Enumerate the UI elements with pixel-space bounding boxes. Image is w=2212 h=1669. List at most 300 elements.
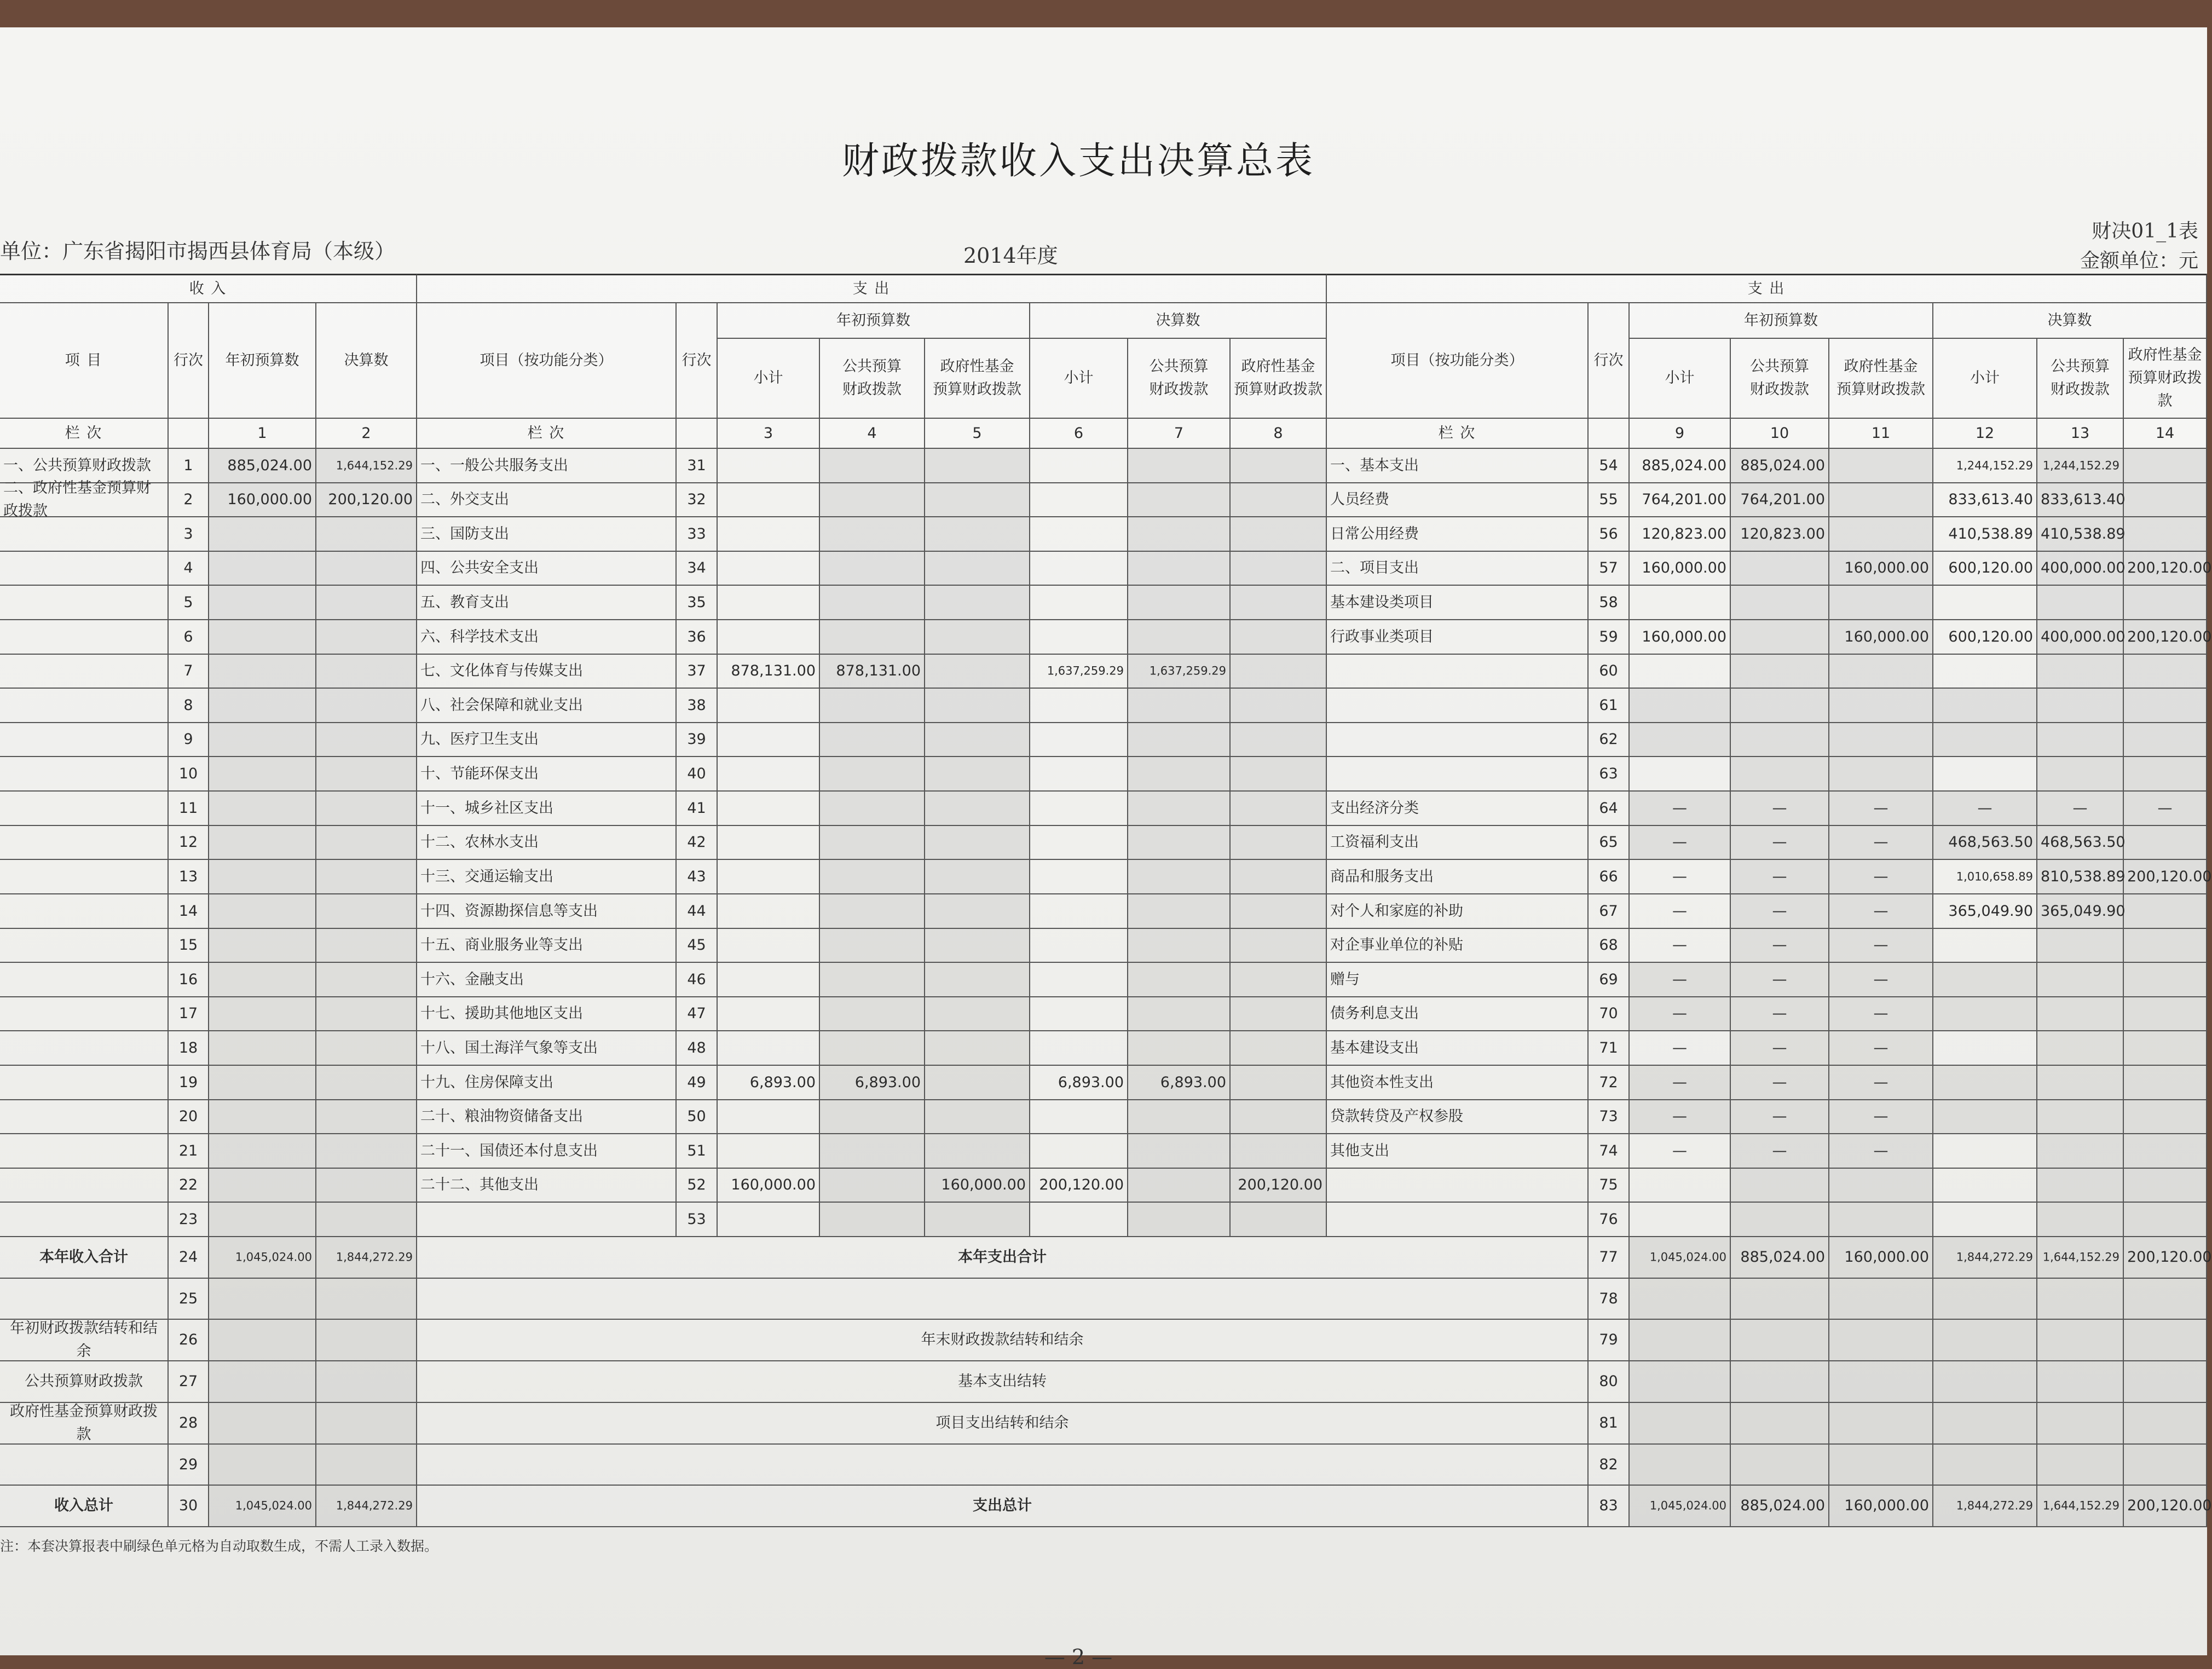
econ-row-number — [1589, 757, 1630, 792]
econ-value-10 — [1731, 894, 1829, 929]
summary-income-row-number — [169, 1279, 209, 1320]
func-value-6 — [1030, 620, 1128, 655]
expense-func-section-header-text: 支 出 — [852, 280, 891, 297]
econ-value-13 — [2037, 655, 2124, 689]
summary-expense-label — [417, 1320, 1589, 1361]
summary-value-14 — [2124, 1320, 2207, 1361]
func-row-number-text: 31 — [687, 457, 706, 474]
econ-value-13 — [2037, 449, 2124, 483]
econ-value-12 — [1933, 517, 2037, 552]
summary-expense-row-number-text: 78 — [1599, 1290, 1618, 1307]
footnote: 注：本套决算报表中刷绿色单元格为自动取数生成，不需人工录入数据。 — [0, 1538, 438, 1554]
summary-income-row-number-text: 24 — [178, 1249, 198, 1266]
summary-value-13 — [2037, 1486, 2124, 1527]
summary-value-12-text: 1,844,272.29 — [1956, 1250, 2033, 1264]
income-row-number — [169, 963, 209, 997]
income-final-value — [316, 483, 417, 517]
func-value-5 — [925, 1203, 1030, 1237]
econ-row-number — [1589, 689, 1630, 723]
summary-value-10 — [1731, 1403, 1829, 1445]
func-row-number-text: 32 — [687, 491, 706, 509]
income-budget-value — [209, 483, 316, 517]
income-row-number — [169, 552, 209, 586]
income-row-number — [169, 1066, 209, 1100]
econ-value-9 — [1630, 894, 1731, 929]
summary-expense-label-text: 基本支出结转 — [958, 1373, 1047, 1390]
summary-value-14 — [2124, 1237, 2212, 1279]
func-row-label-text: 十五、商业服务业等支出 — [420, 937, 583, 954]
income-row-number — [169, 655, 209, 689]
econ-row-number — [1589, 963, 1630, 997]
func-value-3 — [718, 517, 820, 552]
expense-econ-section-header-text: 支 出 — [1747, 280, 1786, 297]
econ-value-11-text: — — [1873, 1039, 1888, 1056]
income-budget-value — [209, 1203, 316, 1237]
col-header-public-budget — [1731, 339, 1829, 419]
func-value-7 — [1128, 792, 1231, 826]
income-row-label — [0, 826, 169, 860]
summary-value-9-text: 1,045,024.00 — [1649, 1499, 1726, 1512]
econ-value-10 — [1731, 860, 1829, 894]
summary-income-label — [0, 1361, 169, 1403]
summary-expense-label-text: 支出总计 — [973, 1497, 1032, 1515]
income-row-label — [0, 689, 169, 723]
econ-value-14 — [2124, 586, 2207, 620]
econ-value-10-text: — — [1772, 1142, 1787, 1159]
func-row-label — [417, 620, 677, 655]
col-header-gov-fund-text: 政府性基金 预算财政拨款 — [2128, 346, 2202, 409]
econ-row-number-text: 54 — [1599, 457, 1618, 474]
summary-value-12 — [1933, 1361, 2037, 1403]
econ-value-13 — [2037, 1169, 2124, 1203]
econ-value-10 — [1731, 1203, 1829, 1237]
income-row-label — [0, 517, 169, 552]
econ-value-14 — [2124, 757, 2207, 792]
func-value-6 — [1030, 1203, 1128, 1237]
econ-row-number-text: 58 — [1599, 593, 1618, 611]
income-budget-value — [209, 655, 316, 689]
econ-value-9-text: — — [1672, 1108, 1687, 1125]
income-row-label — [0, 1203, 169, 1237]
func-value-3 — [718, 620, 820, 655]
func-row-number-text: 35 — [687, 593, 706, 611]
income-row-number — [169, 1134, 209, 1169]
econ-value-9 — [1630, 655, 1731, 689]
econ-value-9 — [1630, 963, 1731, 997]
col-header-row — [1589, 303, 1630, 419]
summary-value-14-text: 200,120.00 — [2127, 1497, 2212, 1515]
econ-value-14 — [2124, 449, 2207, 483]
econ-row-number-text: 67 — [1599, 902, 1618, 920]
econ-value-13-text: 400,000.00 — [2041, 559, 2126, 577]
econ-row-number-text: 64 — [1599, 799, 1618, 817]
econ-row-number — [1589, 792, 1630, 826]
econ-value-13 — [2037, 517, 2124, 552]
expense-func-section-header — [417, 274, 1327, 303]
summary-value-11 — [1829, 1486, 1933, 1527]
econ-value-14 — [2124, 483, 2207, 517]
func-value-8-text: 200,120.00 — [1238, 1176, 1322, 1194]
func-value-4 — [820, 517, 925, 552]
income-final-value — [316, 757, 417, 792]
summary-income-row-number — [169, 1445, 209, 1486]
econ-value-13-text: 365,049.90 — [2041, 902, 2126, 920]
column-number — [718, 419, 820, 449]
summary-income-budget — [209, 1279, 316, 1320]
income-final-value — [316, 689, 417, 723]
func-value-8 — [1231, 586, 1327, 620]
econ-row-label-text: 商品和服务支出 — [1330, 868, 1434, 885]
econ-row-label — [1327, 1203, 1589, 1237]
econ-value-11 — [1829, 517, 1933, 552]
func-value-7 — [1128, 1134, 1231, 1169]
summary-income-row-number — [169, 1486, 209, 1527]
summary-value-11 — [1829, 1403, 1933, 1445]
econ-value-12 — [1933, 586, 2037, 620]
func-value-5 — [925, 1066, 1030, 1100]
column-label-text: 栏 次 — [527, 424, 565, 442]
column-number-text: 10 — [1770, 424, 1789, 442]
summary-expense-row-number — [1589, 1486, 1630, 1527]
income-row-number — [169, 1169, 209, 1203]
income-row-label — [0, 1031, 169, 1066]
income-final-value — [316, 963, 417, 997]
income-budget-value — [209, 792, 316, 826]
econ-value-14-text: 200,120.00 — [2127, 628, 2212, 645]
col-header-item-func — [417, 303, 677, 419]
income-budget-value — [209, 997, 316, 1031]
econ-value-12 — [1933, 826, 2037, 860]
econ-row-number-text: 56 — [1599, 525, 1618, 542]
col-header-budget-init — [1630, 303, 1933, 339]
econ-value-14 — [2124, 1100, 2207, 1134]
econ-value-14 — [2124, 620, 2212, 655]
econ-value-10 — [1731, 1066, 1829, 1100]
income-row-number-text: 3 — [183, 525, 193, 542]
col-header-item-func-text: 项目（按功能分类） — [480, 351, 613, 369]
summary-value-14 — [2124, 1486, 2212, 1527]
econ-value-12-text: 468,563.50 — [1948, 834, 2033, 851]
func-value-4 — [820, 1066, 925, 1100]
func-value-7-text: 6,893.00 — [1160, 1073, 1226, 1091]
summary-income-final-text: 1,844,272.29 — [336, 1499, 413, 1512]
summary-value-12-text: 1,844,272.29 — [1956, 1499, 2033, 1512]
col-header-subtotal — [1630, 339, 1731, 419]
func-value-4-text: 878,131.00 — [836, 662, 921, 680]
summary-value-13 — [2037, 1445, 2124, 1486]
func-row-number-text: 40 — [687, 765, 706, 782]
income-row-number — [169, 1203, 209, 1237]
income-row-number — [169, 620, 209, 655]
col-header-public-budget — [1128, 339, 1231, 419]
summary-value-10-text: 885,024.00 — [1740, 1249, 1825, 1266]
econ-value-11-text: — — [1873, 902, 1888, 920]
func-row-number-text: 34 — [687, 559, 706, 577]
econ-value-13 — [2037, 860, 2124, 894]
summary-income-label-text: 本年收入合计 — [39, 1249, 128, 1266]
col-header-final — [1933, 303, 2207, 339]
econ-value-10 — [1731, 997, 1829, 1031]
col-header-public-budget-text: 公共预算 财政拨款 — [1750, 358, 1809, 398]
econ-value-12 — [1933, 483, 2037, 517]
func-row-label-text: 十四、资源勘探信息等支出 — [420, 902, 598, 920]
func-value-3 — [718, 1100, 820, 1134]
func-value-3 — [718, 655, 820, 689]
func-value-3 — [718, 1203, 820, 1237]
func-row-label-text: 八、社会保障和就业支出 — [420, 696, 583, 714]
econ-value-14 — [2124, 1203, 2207, 1237]
income-final-value — [316, 1100, 417, 1134]
func-row-label-text: 七、文化体育与传媒支出 — [420, 662, 583, 680]
func-value-6 — [1030, 997, 1128, 1031]
func-value-7 — [1128, 1100, 1231, 1134]
econ-value-9 — [1630, 1031, 1731, 1066]
income-row-number-text: 2 — [183, 491, 193, 509]
column-number-text: 3 — [763, 424, 773, 442]
func-value-3 — [718, 586, 820, 620]
econ-value-11-text: 160,000.00 — [1844, 628, 1929, 645]
summary-expense-label-text: 项目支出结转和结余 — [935, 1414, 1069, 1432]
summary-value-12 — [1933, 1445, 2037, 1486]
func-value-3 — [718, 1031, 820, 1066]
column-number-text: 11 — [1871, 424, 1891, 442]
summary-value-11-text: 160,000.00 — [1844, 1497, 1929, 1515]
summary-expense-row-number — [1589, 1445, 1630, 1486]
col-header-public-budget-text: 公共预算 财政拨款 — [1149, 358, 1209, 398]
func-row-label — [417, 1203, 677, 1237]
econ-row-label-text: 其他资本性支出 — [1330, 1073, 1434, 1091]
econ-value-13-text: 810,538.89 — [2041, 868, 2126, 885]
econ-value-14 — [2124, 1031, 2207, 1066]
func-value-4 — [820, 723, 925, 757]
econ-row-number — [1589, 552, 1630, 586]
func-value-6 — [1030, 963, 1128, 997]
func-value-7 — [1128, 1066, 1231, 1100]
func-row-label-text: 二十二、其他支出 — [420, 1176, 539, 1194]
econ-value-10-text: 764,201.00 — [1740, 491, 1825, 509]
income-row-label — [0, 757, 169, 792]
econ-row-number-text: 59 — [1599, 628, 1618, 645]
func-value-8 — [1231, 449, 1327, 483]
summary-expense-row-number — [1589, 1320, 1630, 1361]
func-value-5 — [925, 620, 1030, 655]
income-row-number — [169, 449, 209, 483]
econ-value-9 — [1630, 483, 1731, 517]
summary-value-14 — [2124, 1279, 2207, 1320]
func-value-6 — [1030, 929, 1128, 963]
econ-value-9 — [1630, 1100, 1731, 1134]
econ-value-14 — [2124, 1169, 2207, 1203]
income-budget-value — [209, 1100, 316, 1134]
income-row-number-text: 10 — [178, 765, 198, 782]
econ-value-9 — [1630, 620, 1731, 655]
col-header-final — [316, 303, 417, 419]
econ-value-11-text: — — [1873, 1142, 1888, 1159]
econ-value-9-text: — — [1672, 834, 1687, 851]
income-final-value — [316, 997, 417, 1031]
summary-value-13 — [2037, 1320, 2124, 1361]
income-budget-value — [209, 1169, 316, 1203]
func-value-5 — [925, 655, 1030, 689]
func-row-number — [677, 1134, 718, 1169]
income-row-number — [169, 517, 209, 552]
func-value-3-text: 878,131.00 — [731, 662, 816, 680]
func-value-3 — [718, 1134, 820, 1169]
column-label — [1327, 419, 1589, 449]
amount-unit: 金额单位：元 — [2080, 250, 2198, 272]
econ-value-14 — [2124, 860, 2212, 894]
econ-value-12 — [1933, 1134, 2037, 1169]
econ-value-11 — [1829, 655, 1933, 689]
func-row-number-text: 46 — [687, 971, 706, 988]
income-row-number — [169, 689, 209, 723]
econ-value-10 — [1731, 1134, 1829, 1169]
column-number-text: 12 — [1975, 424, 1995, 442]
econ-row-label-text: 基本建设支出 — [1330, 1039, 1419, 1056]
income-final-value — [316, 723, 417, 757]
econ-value-12 — [1933, 620, 2037, 655]
econ-value-12-text: 600,120.00 — [1948, 628, 2033, 645]
summary-value-9 — [1630, 1237, 1731, 1279]
func-value-8 — [1231, 1031, 1327, 1066]
col-header-row-text: 行次 — [1593, 351, 1624, 369]
econ-value-13 — [2037, 792, 2124, 826]
func-row-label — [417, 586, 677, 620]
func-value-3-text: 6,893.00 — [749, 1073, 816, 1091]
func-value-7 — [1128, 620, 1231, 655]
func-value-6 — [1030, 483, 1128, 517]
summary-income-final — [316, 1403, 417, 1445]
func-value-6 — [1030, 757, 1128, 792]
econ-value-9 — [1630, 723, 1731, 757]
econ-row-label-text: 人员经费 — [1330, 491, 1389, 509]
func-row-label-text: 二、外交支出 — [420, 491, 509, 509]
income-row-label — [0, 894, 169, 929]
func-value-8 — [1231, 1169, 1327, 1203]
summary-expense-row-number-text: 80 — [1599, 1373, 1618, 1390]
econ-value-11 — [1829, 792, 1933, 826]
func-value-8 — [1231, 552, 1327, 586]
econ-value-11-text: — — [1873, 868, 1888, 885]
func-row-label-text: 三、国防支出 — [420, 525, 509, 542]
summary-value-13 — [2037, 1403, 2124, 1445]
func-value-8 — [1231, 620, 1327, 655]
func-row-number-text: 50 — [687, 1108, 706, 1125]
econ-row-label-text: 对个人和家庭的补助 — [1330, 902, 1463, 920]
func-value-6 — [1030, 1169, 1128, 1203]
summary-value-14-text: 200,120.00 — [2127, 1249, 2212, 1266]
econ-row-number-text: 74 — [1599, 1142, 1618, 1159]
func-row-number — [677, 997, 718, 1031]
summary-value-9 — [1630, 1279, 1731, 1320]
econ-value-9 — [1630, 1134, 1731, 1169]
col-header-public-budget — [820, 339, 925, 419]
func-value-4 — [820, 1169, 925, 1203]
summary-income-final — [316, 1361, 417, 1403]
econ-value-12-text: 600,120.00 — [1948, 559, 2033, 577]
income-final-value — [316, 620, 417, 655]
econ-value-11 — [1829, 860, 1933, 894]
column-number-blank — [1589, 419, 1630, 449]
func-value-7 — [1128, 552, 1231, 586]
func-value-6 — [1030, 860, 1128, 894]
econ-value-9 — [1630, 689, 1731, 723]
econ-value-14 — [2124, 826, 2207, 860]
summary-income-final-text: 1,844,272.29 — [336, 1250, 413, 1264]
func-value-4 — [820, 552, 925, 586]
column-number-blank — [169, 419, 209, 449]
income-final-value — [316, 1031, 417, 1066]
summary-value-11-text: 160,000.00 — [1844, 1249, 1929, 1266]
func-value-6 — [1030, 689, 1128, 723]
econ-value-10 — [1731, 1169, 1829, 1203]
econ-row-label — [1327, 586, 1589, 620]
econ-value-9-text: 160,000.00 — [1642, 628, 1726, 645]
func-value-5 — [925, 1169, 1030, 1203]
func-value-6 — [1030, 586, 1128, 620]
income-row-label — [0, 1169, 169, 1203]
income-row-label — [0, 480, 169, 519]
econ-row-number — [1589, 1066, 1630, 1100]
econ-value-13-text: 833,613.40 — [2041, 491, 2126, 509]
econ-row-label — [1327, 929, 1589, 963]
func-row-number — [677, 929, 718, 963]
econ-value-12 — [1933, 1169, 2037, 1203]
income-final-value — [316, 655, 417, 689]
func-value-8 — [1231, 1134, 1327, 1169]
econ-row-label-text: 行政事业类项目 — [1330, 628, 1434, 645]
summary-value-11 — [1829, 1361, 1933, 1403]
econ-value-11-text: — — [1873, 1005, 1888, 1023]
summary-expense-row-number-text: 83 — [1599, 1497, 1618, 1515]
column-number-text: 4 — [867, 424, 877, 442]
column-number-text: 5 — [972, 424, 982, 442]
summary-income-row-number — [169, 1361, 209, 1403]
econ-value-9 — [1630, 1169, 1731, 1203]
func-value-5 — [925, 894, 1030, 929]
income-row-label — [0, 792, 169, 826]
col-header-final-text: 决算数 — [2047, 311, 2092, 329]
econ-value-14 — [2124, 723, 2207, 757]
econ-value-13 — [2037, 723, 2124, 757]
func-value-7 — [1128, 655, 1231, 689]
econ-value-12 — [1933, 963, 2037, 997]
econ-value-11 — [1829, 826, 1933, 860]
econ-value-9 — [1630, 517, 1731, 552]
econ-value-13 — [2037, 552, 2124, 586]
func-value-4 — [820, 689, 925, 723]
summary-income-label — [0, 1279, 169, 1320]
summary-income-label-text: 政府性基金预算财政拨款 — [10, 1403, 158, 1443]
summary-income-final — [316, 1445, 417, 1486]
func-value-8 — [1231, 1066, 1327, 1100]
summary-expense-label — [417, 1403, 1589, 1445]
income-row-number-text: 6 — [183, 628, 193, 645]
func-row-number — [677, 723, 718, 757]
func-row-label — [417, 894, 677, 929]
econ-row-number-text: 75 — [1599, 1176, 1618, 1194]
summary-expense-row-number-text: 77 — [1599, 1249, 1618, 1266]
econ-row-number — [1589, 929, 1630, 963]
econ-value-13 — [2037, 1100, 2124, 1134]
func-value-5 — [925, 997, 1030, 1031]
report-title: 财政拨款收入支出决算总表 — [841, 140, 1315, 183]
summary-expense-row-number-text: 79 — [1599, 1331, 1618, 1349]
func-row-label-text: 十七、援助其他地区支出 — [420, 1005, 583, 1023]
func-value-5 — [925, 757, 1030, 792]
econ-value-12 — [1933, 723, 2037, 757]
income-row-number-text: 16 — [178, 971, 198, 988]
